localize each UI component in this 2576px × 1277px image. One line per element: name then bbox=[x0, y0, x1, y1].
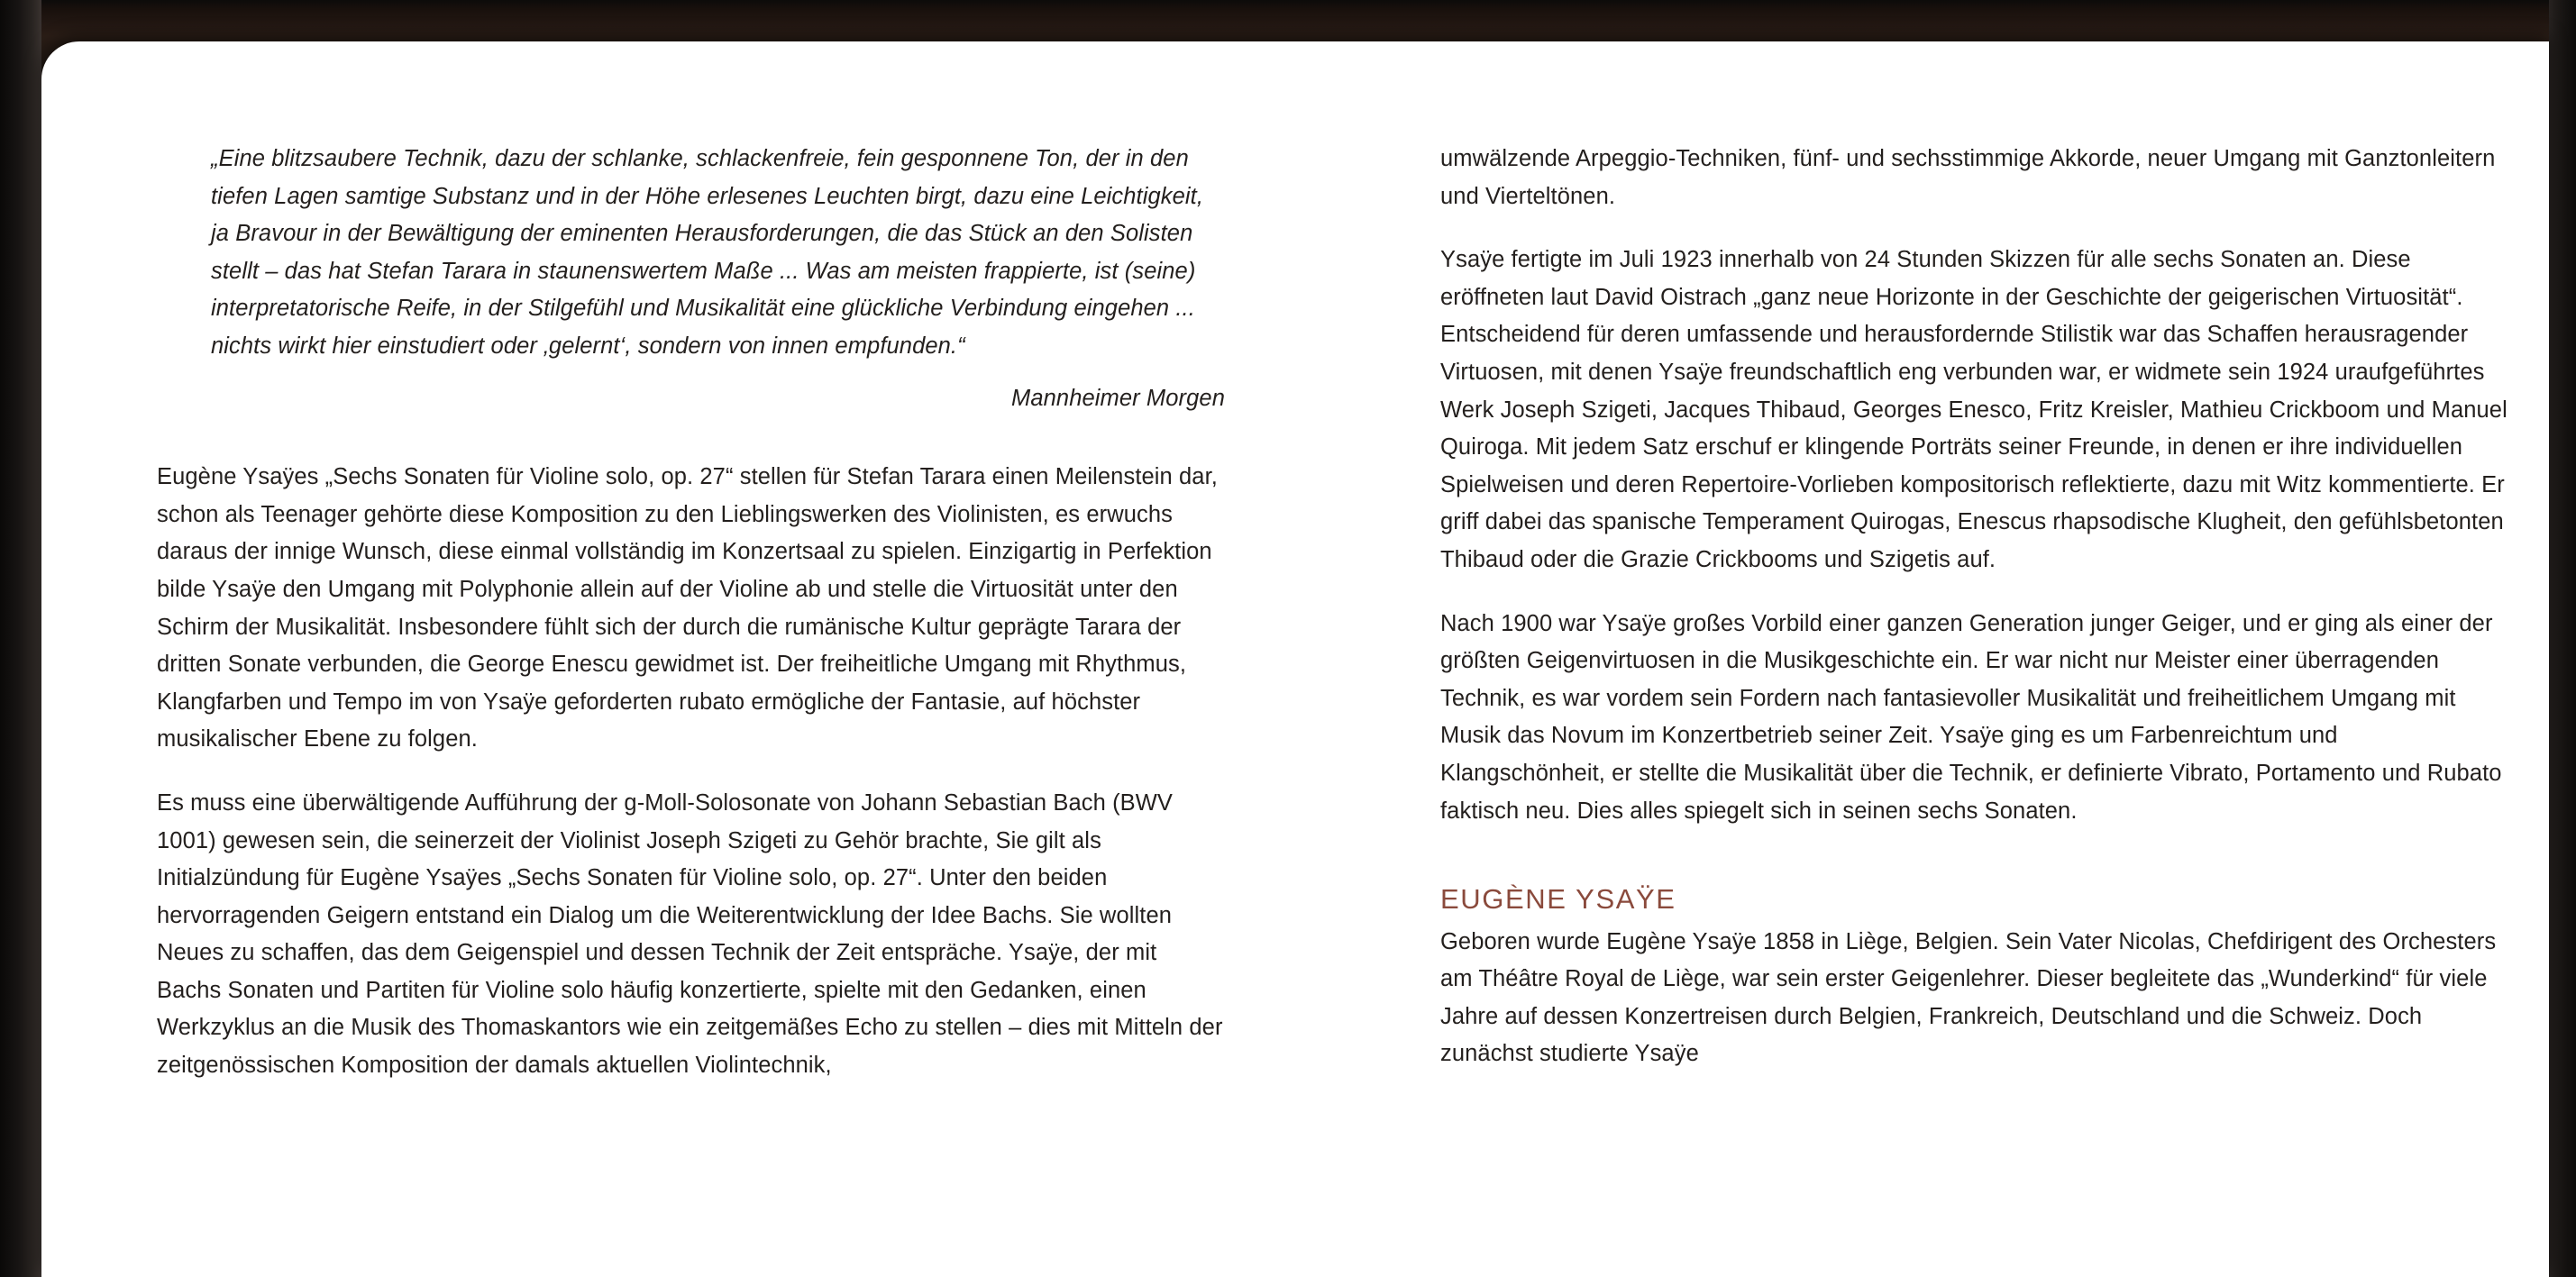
right-edge-shadow bbox=[2549, 0, 2576, 1277]
left-gutter-shadow bbox=[0, 0, 41, 1277]
pull-quote: „Eine blitzsaubere Technik, dazu der schlanke, schlackenfreie, fein gesponnene Ton, der in den tiefen Lagen samtige Substanz und in der Höhe erlesenes Leuchten birgt, dazu eine Leichtigkeit, ja Bravour in der Bewältigung der eminenten Herausforderungen, die das Stück an den Solisten stellt – das hat Stefan Tarara in staunenswertem Maße ... Was am meisten frappierte, ist (seine) interpretatorische Reife, in der Stilgefühl und Musikalität eine glückliche Verbindung eingehen ... nichts wirkt hier einstudiert oder ‚gelernt‘, sondern von innen empfunden.“ bbox=[211, 146, 1204, 359]
body-paragraph: Eugène Ysaÿes „Sechs Sonaten für Violine solo, op. 27“ stellen für Stefan Tarara einen Meilenstein dar, schon als Teenager gehörte diese Komposition zu den Lieblingswerken des Violinisten, es erwuchs daraus der innige Wunsch, diese einmal vollständig im Konzertsaal zu spielen. Einzigartig in Perfektion bilde Ysaÿe den Umgang mit Polyphonie allein auf der Violine ab und stelle die Virtuosität unter den Schirm der Musikalität. Insbesondere fühlt sich der durch die rumänische Kultur geprägte Tarara der dritten Sonate verbunden, die George Enescu gewidmet ist. Der freiheitliche Umgang mit Rhythmus, Klangfarben und Tempo im von Ysaÿe geforderten rubato ermögliche der Fantasie, auf höchster musikalischer Ebene zu folgen. bbox=[157, 464, 1218, 753]
body-paragraph: Ysaÿe fertigte im Juli 1923 innerhalb von 24 Stunden Skizzen für alle sechs Sonaten an. Diese eröffneten laut David Oistrach „ganz neue Horizonte in der Geschichte der geigerischen Virtuosität“. Entscheidend für deren umfassende und herausfordernde Stilistik war das Schaffen herausragender Virtuosen, mit denen Ysaÿe freundschaftlich eng verbunden war, er widmete sein 1924 uraufgeführtes Werk Joseph Szigeti, Jacques Thibaud, Georges Enesco, Fritz Kreisler, Mathieu Crickboom und Manuel Quiroga. Mit jedem Satz erschuf er klingende Porträts seiner Freunde, in denen er ihre individuellen Spielweisen und deren Repertoire-Vorlieben kompositorisch reflektierte, dazu mit Witz kommentierte. Er griff dabei das spanische Temperament Quirogas, Enescus rhapsodische Klugheit, den gefühlsbetonten Thibaud oder die Grazie Crickbooms und Szigetis auf. bbox=[1440, 247, 2507, 572]
document-page bbox=[41, 41, 2549, 1277]
body-paragraph: umwälzende Arpeggio-Techniken, fünf- und sechsstimmige Akkorde, neuer Umgang mit Ganztonleitern und Vierteltönen. bbox=[1440, 146, 2496, 209]
body-paragraph: Geboren wurde Eugène Ysaÿe 1858 in Liège, Belgien. Sein Vater Nicolas, Chefdirigent des Orchesters am Théâtre Royal de Liège, war sein erster Geigenlehrer. Dieser begleitete das „Wunderkind“ für viele Jahre auf dessen Konzertreisen durch Belgien, Frankreich, Deutschland und die Schweiz. Doch zunächst studierte Ysaÿe bbox=[1440, 928, 2497, 1067]
body-paragraph: Nach 1900 war Ysaÿe großes Vorbild einer ganzen Generation junger Geiger, und er ging als einer der größten Geigenvirtuosen in die Musikgeschichte ein. Er war nicht nur Meister einer überragenden Technik, es war vordem sein Fordern nach fantasievoller Musikalität und freiheitlichem Umgang mit Musik das Novum im Konzertbetrieb seiner Zeit. Ysaÿe ging es um Farbenreichtum und Klangschönheit, er stellte die Musikalität über die Technik, er definierte Vibrato, Portamento und Rubato faktisch neu. Dies alles spiegelt sich in seinen sechs Sonaten. bbox=[1440, 610, 2502, 824]
left-column bbox=[157, 141, 1225, 1085]
section-heading: EUGÈNE YSAŸE bbox=[1440, 883, 1676, 916]
right-column bbox=[1440, 141, 2508, 1073]
body-paragraph: Es muss eine überwältigende Aufführung der g-Moll-Solosonate von Johann Sebastian Bach (BWV 1001) gewesen sein, die seinerzeit der Violinist Joseph Szigeti zu Gehör brachte, Sie gilt als Initialzündung für Eugène Ysaÿes „Sechs Sonaten für Violine solo, op. 27“. Unter den beiden hervorragenden Geigern entstand ein Dialog um die Weiterentwicklung der Idee Bachs. Sie wollten Neues zu schaffen, das dem Geigenspiel und dessen Technik der Zeit entspräche. Ysaÿe, der mit Bachs Sonaten und Partiten für Violine solo häufig konzertierte, spielte mit den Gedanken, einen Werkzyklus an die Musik des Thomaskantors wie ein zeitgemäßes Echo zu stellen – dies mit Mitteln der zeitgenössischen Komposition der damals aktuellen Violintechnik, bbox=[157, 789, 1223, 1079]
quote-attribution: Mannheimer Morgen bbox=[1011, 385, 1225, 411]
